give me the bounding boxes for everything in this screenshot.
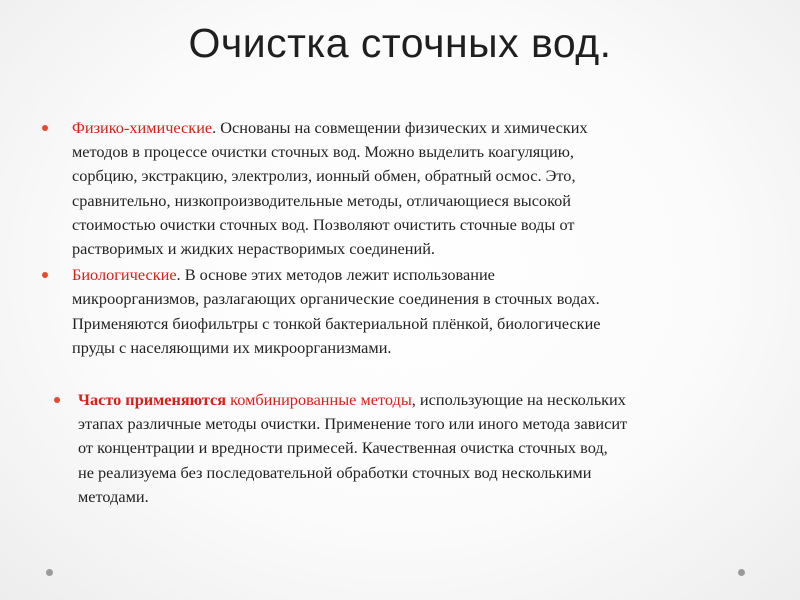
bullet-dot-icon — [54, 397, 60, 403]
bullet-text: , использующие на нескольких — [411, 390, 626, 410]
bullet-text: . В основе этих методов лежит использование — [176, 265, 495, 285]
bullet-list — [38, 116, 758, 509]
bullet-line: Применяются биофильтры с тонкой бактериальной плёнкой, биологические — [72, 313, 601, 333]
bullet-dot-icon — [42, 125, 48, 131]
bullet-dot-icon — [42, 272, 48, 278]
bullet-line: пруды с населяющими их микроорганизмами. — [72, 337, 392, 357]
bullet-biological — [38, 263, 758, 360]
bullet-line: микроорганизмов, разлагающих органические соединения в сточных водах. — [72, 289, 600, 309]
bullet-line: сорбцию, экстракцию, электролиз, ионный обмен, обратный осмос. Это, — [72, 166, 576, 186]
bullet-line: этапах различные методы очистки. Применение того или иного метода зависит — [78, 414, 628, 434]
bullet-line: сравнительно, низкопроизводительные методы, отличающиеся высокой — [72, 190, 572, 210]
corner-dot-right-icon — [738, 569, 745, 576]
slide-title: Очистка сточных вод. — [188, 20, 612, 66]
bullet-line: от концентрации и вредности примесей. Качественная очистка сточных вод, — [78, 438, 608, 458]
bullet-line: методами. — [78, 486, 149, 506]
bullet-heading-physico-chemical: Физико-химические — [72, 118, 213, 137]
bullet-line — [72, 116, 758, 140]
bullet-line: растворимых и жидких нерастворимых соединений. — [72, 239, 435, 259]
bullet-line: методов в процессе очистки сточных вод. Можно выделить коагуляцию, — [72, 142, 574, 162]
bullet-physico-chemical — [38, 116, 758, 261]
bullet-highlight-combined-methods: комбинированные методы — [230, 390, 412, 410]
bullet-combined — [38, 388, 758, 509]
bullet-line — [72, 263, 758, 287]
bullet-heading-combined: Часто применяются — [78, 390, 227, 410]
corner-dot-left-icon — [46, 569, 53, 576]
bullet-line: не реализуема без последовательной обработки сточных вод несколькими — [78, 462, 592, 482]
bullet-line — [78, 388, 758, 412]
bullet-heading-biological: Биологические — [72, 265, 177, 285]
bullet-line: стоимостью очистки сточных вод. Позволяют очистить сточные воды от — [72, 214, 575, 234]
bullet-text: . Основаны на совмещении физических и химических — [212, 118, 588, 137]
